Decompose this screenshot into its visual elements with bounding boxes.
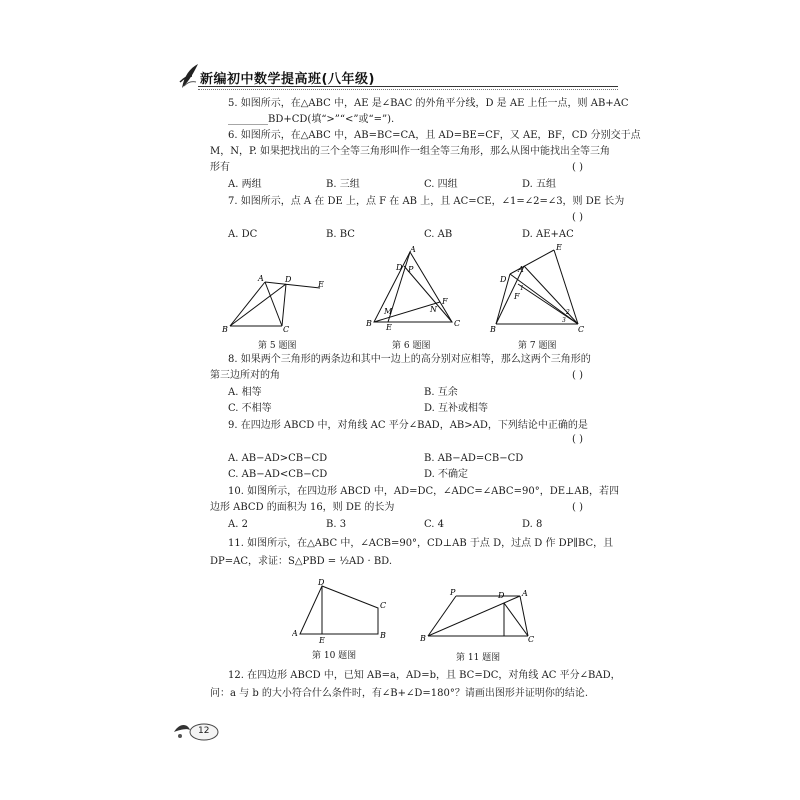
q9-line1: 9. 在四边形 ABCD 中，对角线 AC 平分∠BAD，AB>AD，下列结论中正确的是 [228,420,588,431]
q10-answer-paren: ( ) [572,502,583,513]
f5-label-e: E [318,280,324,289]
f7-label-e: E [556,244,562,252]
q11-line2: DP=AC，求证：S△PBD = ½AD · BD. [210,556,393,567]
q6-line2: M，N，P. 如果把找出的三个全等三角形叫作一组全等三角形，那么从图中能找出全等三角 [210,146,611,157]
q8-line2: 第三边所对的角 [210,370,280,381]
q10-option-a: A. 2 [228,519,248,530]
f7-label-c: C [578,325,585,334]
q7-option-a: A. DC [228,229,258,240]
f7-label-3: 3 [562,317,566,324]
q7-option-c: C. AB [424,229,453,240]
q7-line1: 7. 如图所示，点 A 在 DE 上，点 F 在 AB 上，且 AC=CE，∠1=∠2=∠3，则 DE 长为 [228,196,625,207]
f11-label-a: A [522,589,528,598]
q6-option-b: B. 三组 [326,179,360,190]
q5-line2: ________BD+CD(填“>”“<”或“=”). [228,114,395,125]
figure-7-caption: 第 7 题图 [518,341,557,351]
q6-answer-paren: ( ) [572,162,583,173]
figure-11-diagram [420,586,540,644]
q8-option-d: D. 互补或相等 [424,403,489,414]
figure-10-diagram [292,578,392,644]
f6-label-a: A [410,246,416,254]
f6-label-f: F [442,297,448,306]
f5-line-dc [282,284,286,326]
q5-line1: 5. 如图所示，在△ABC 中，AE 是∠BAC 的外角平分线，D 是 AE 上任一点，则 AB+AC [228,98,629,109]
q6-option-a: A. 两组 [228,179,262,190]
book-title: 新编初中数学提高班(八年级) [200,72,375,87]
f10-label-e: E [319,636,325,644]
q12-line2: 问：a 与 b 的大小符合什么条件时，有∠B+∠D=180°？请画出图形并证明你的结论. [210,688,589,699]
q8-line1: 8. 如果两个三角形的两条边和其中一边上的高分别对应相等，那么这两个三角形的 [228,354,591,365]
q6-option-d: D. 五组 [522,179,557,190]
f10-label-a: A [292,629,298,638]
f6-label-b: B [366,319,372,328]
f6-label-d: D [396,263,403,272]
f10-quad-abcd [300,586,378,634]
q7-option-b: B. BC [326,229,355,240]
f10-label-c: C [380,601,387,610]
figure-5-diagram [220,272,335,334]
f7-line-fc [518,284,578,324]
f5-label-b: B [222,325,228,334]
q11-line1: 11. 如图所示，在△ABC 中，∠ACB=90°，CD⊥AB 于点 D，过点 D 作 DP∥BC，且 [228,538,614,549]
q9-answer-paren: ( ) [572,434,583,445]
q10-option-c: C. 4 [424,519,445,530]
f7-label-b: B [490,325,496,334]
figure-11-caption: 第 11 题图 [456,653,501,663]
f5-line-ae [265,282,320,288]
q6-option-c: C. 四组 [424,179,458,190]
figure-6-caption: 第 6 题图 [392,341,431,351]
q9-option-c: C. AB−AD<CB−CD [228,469,328,480]
page-number: 12 [198,726,210,736]
q9-option-d: D. 不确定 [424,469,469,480]
f6-line-dc [404,266,452,322]
f5-label-c: C [283,325,290,334]
q8-answer-paren: ( ) [572,370,583,381]
f7-label-2: 2 [566,309,570,316]
figure-6-diagram [366,246,466,334]
q7-answer-paren: ( ) [572,212,583,223]
header-rule-dotted [198,89,618,90]
q6-line1: 6. 如图所示，在△ABC 中，AB=BC=CA，且 AD=BE=CF，又 AE，BF，CD 分别交于点 [228,130,641,141]
f6-label-e: E [386,323,392,332]
q9-option-a: A. AB−AD>CB−CD [228,453,328,464]
q6-line3: 形有 [210,162,230,173]
f6-label-n: N [430,305,437,314]
f7-label-a: A [518,265,524,274]
page-number-ornament-icon [172,718,222,742]
f10-label-d: D [318,578,325,587]
figure-10-caption: 第 10 题图 [312,651,357,661]
f7-line-ed [510,250,554,274]
f6-label-m: M [384,307,393,316]
f5-label-d: D [285,275,292,284]
f11-label-b: B [420,634,426,643]
f11-label-p: P [450,588,456,597]
q8-option-c: C. 不相等 [228,403,272,414]
page-header [178,62,618,92]
f6-label-p: P [408,265,414,274]
f7-line-ac [524,266,578,324]
q12-line1: 12. 在四边形 ABCD 中，已知 AB=a，AD=b，且 BC=DC，对角线 AC 平分∠BAD， [228,670,621,681]
q10-line2: 边形 ABCD 的面积为 16，则 DE 的长为 [210,502,395,513]
f6-label-c: C [454,319,461,328]
f7-label-1: 1 [520,285,524,292]
f7-label-f: F [514,292,520,301]
q10-line1: 10. 如图所示，在四边形 ABCD 中，AD=DC，∠ADC=∠ABC=90°，DE⊥AB，若四 [228,486,619,497]
figure-5-caption: 第 5 题图 [258,341,297,351]
figure-7-diagram [488,244,588,334]
f7-label-d: D [500,275,507,284]
f11-label-d: D [498,591,505,600]
f5-label-a: A [258,274,264,283]
q10-option-d: D. 8 [522,519,543,530]
f10-label-b: B [380,631,386,640]
q10-option-b: B. 3 [326,519,347,530]
f11-label-c: C [528,635,535,644]
q9-option-b: B. AB−AD=CB−CD [424,453,524,464]
header-rule [198,86,618,87]
q8-option-a: A. 相等 [228,387,262,398]
q8-option-b: B. 互余 [424,387,458,398]
f7-line-dc [510,274,578,324]
q7-option-d: D. AE+AC [522,229,574,240]
